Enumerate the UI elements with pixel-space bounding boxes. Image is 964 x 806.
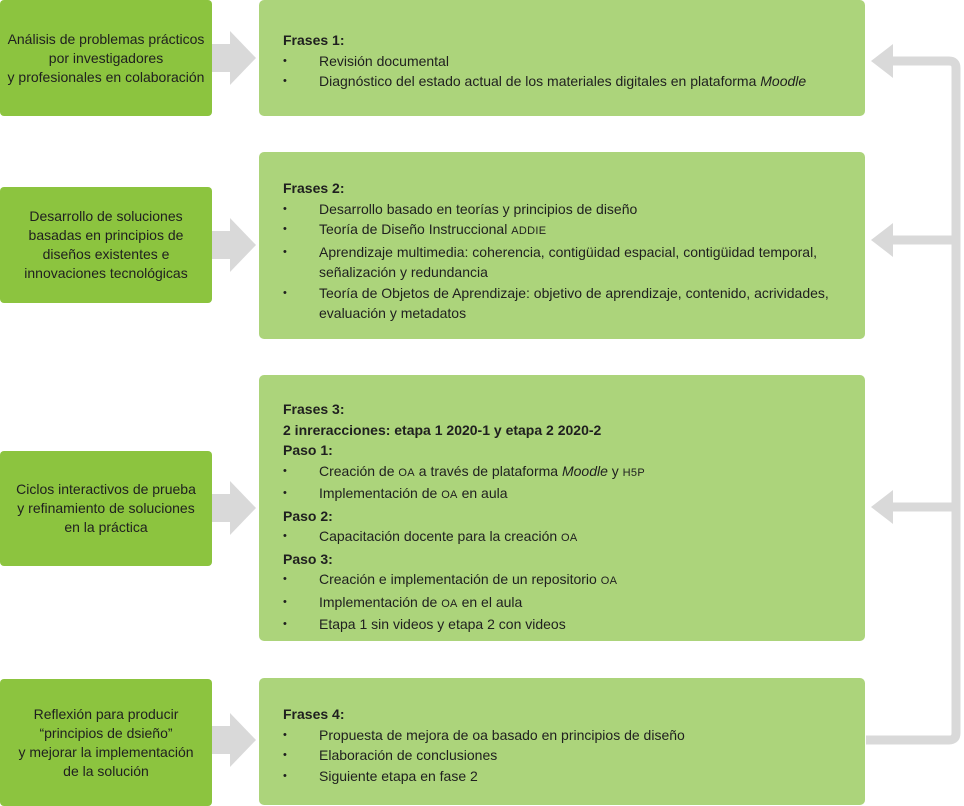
arrow-left-2 [871,223,893,257]
left-line: diseños existentes e [42,246,170,262]
list-item: • Siguiente etapa en fase 2 [283,766,845,787]
left-box-2 [0,187,212,303]
left-box-3 [0,451,212,566]
left-line: Análisis de problemas prácticos [7,30,205,47]
phase-title: Frases 4: [283,706,345,722]
left-line: Desarrollo de soluciones [29,208,183,224]
arrow-right-3 [212,481,256,535]
left-line: y refinamiento de soluciones [17,500,195,516]
arrow-right-2 [212,218,256,272]
phase-box-1 [259,0,865,116]
left-line: de la solución [63,762,149,779]
list-item: • Revisión documental [283,51,845,72]
left-line: Reflexión para producir [33,705,179,722]
list-item: • Etapa 1 sin videos y etapa 2 con videos [283,614,845,635]
feedback-loop-line [866,61,956,740]
left-line: y mejorar la implementación [18,743,194,760]
list-item: • Desarrollo basado en teorías y principios de diseño [283,199,845,220]
left-box-1 [0,0,212,116]
arrow-left-1 [871,44,893,78]
left-line: Ciclos interactivos de prueba [16,481,196,497]
phase-box-4 [259,678,865,805]
left-line: en la práctica [64,519,148,535]
list-item: • Elaboración de conclusiones [283,745,845,766]
left-line: “principios de dsieño” [39,724,173,741]
step-label: Paso 2: [283,507,333,524]
step-label: Paso 1: [283,442,333,458]
phase-subtitle: 2 inreracciones: etapa 1 2020-1 y etapa 2 2020-2 [283,421,602,438]
arrow-right-4 [212,713,256,767]
list-item: • Aprendizaje multimedia: coherencia, contigüidad espacial, contigüidad temporal, señalización y redundancia [283,242,845,283]
list-item: • Creación e implementación de un repositorio OA [283,569,845,592]
phase-title: Frases 2: [283,180,345,196]
arrow-right-1 [212,31,256,85]
list-item: • Propuesta de mejora de oa basado en principios de diseño [283,725,845,746]
list-item: • Diagnóstico del estado actual de los materiales digitales en plataforma Moodle [283,71,845,92]
left-line: por investigadores [48,49,164,66]
list-item: • Teoría de Diseño Instruccional ADDIE [283,219,845,242]
step-label: Paso 3: [283,550,333,567]
phase-title: Frases 1: [283,32,345,48]
left-box-4 [0,679,212,806]
phase-box-3 [259,375,865,641]
list-item: • Capacitación docente para la creación OA [283,526,845,549]
phase-box-2 [259,152,865,339]
list-item: • Creación de OA a través de plataforma Moodle y H5P [283,461,845,484]
left-line: innovaciones tecnológicas [24,265,188,281]
left-line: y profesionales en colaboración [7,68,205,85]
left-line: basadas en principios de [28,227,184,243]
arrow-left-3 [871,490,893,524]
list-item: • Teoría de Objetos de Aprendizaje: objetivo de aprendizaje, contenido, acrividades, evaluación y metadatos [283,283,845,324]
list-item: • Implementación de OA en el aula [283,592,845,615]
phase-title: Frases 3: [283,401,345,417]
list-item: • Implementación de OA en aula [283,483,845,506]
